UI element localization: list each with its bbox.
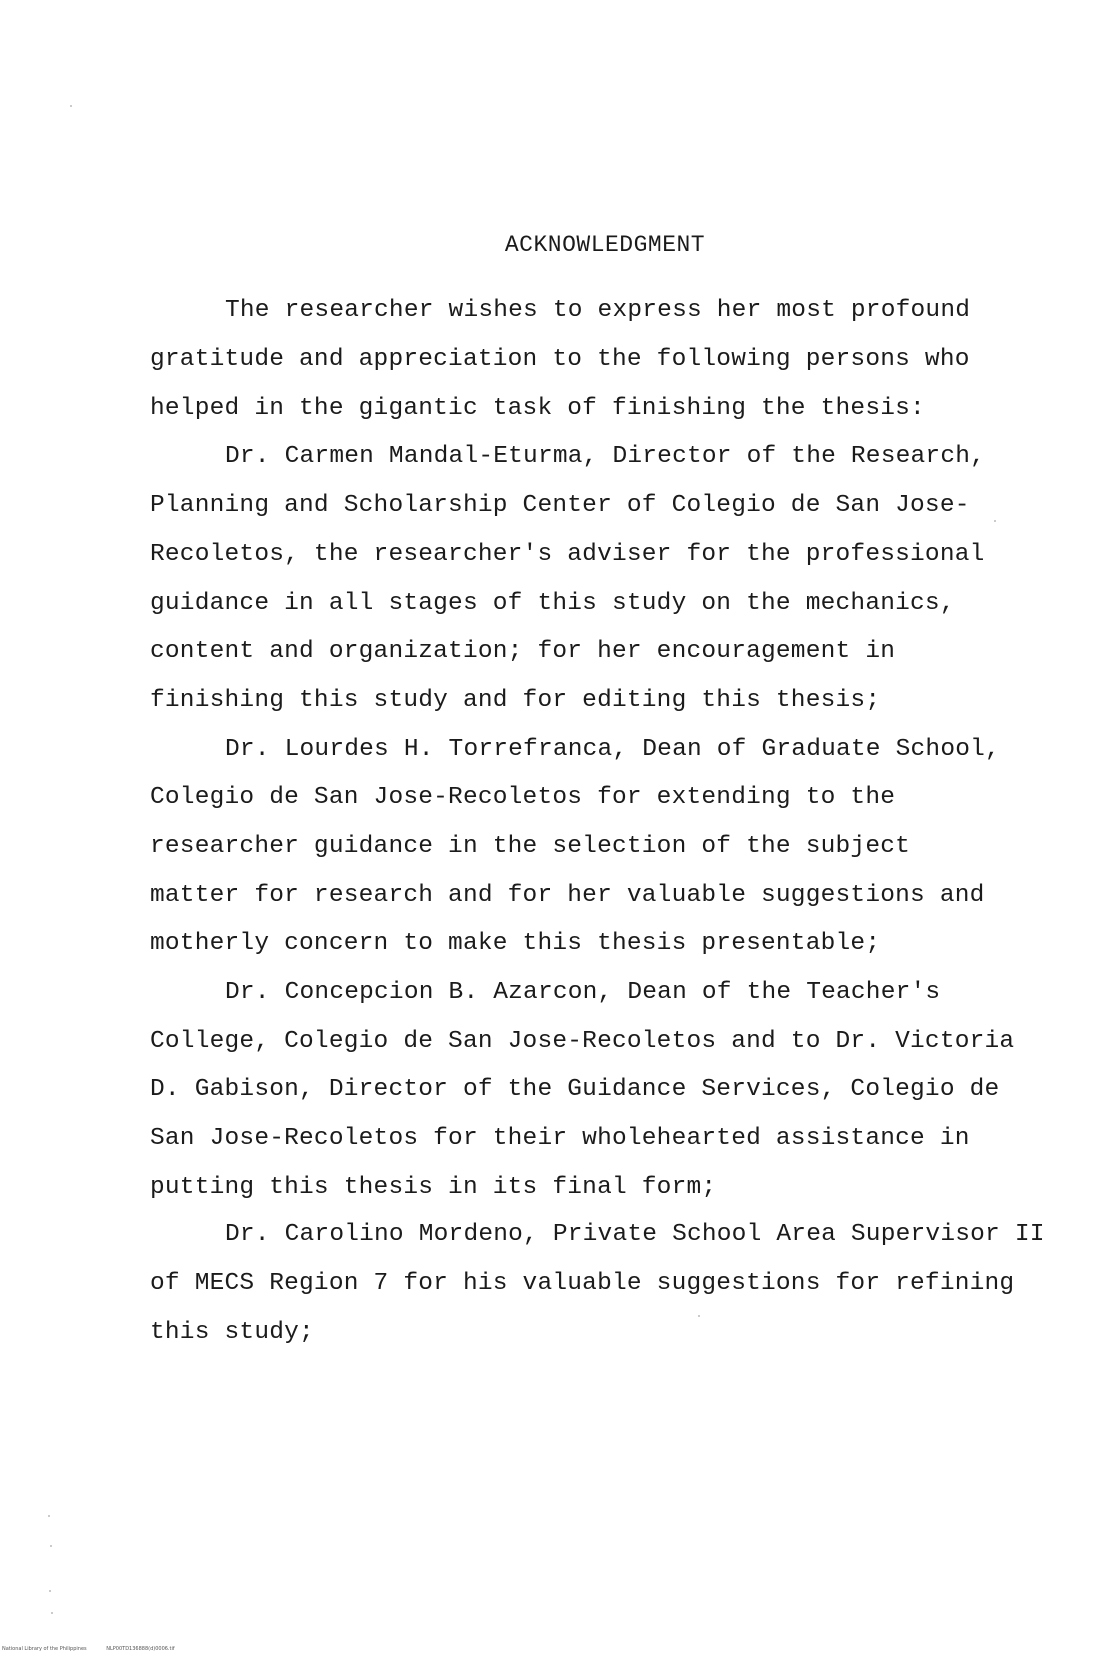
text-line: this study;: [150, 1319, 314, 1346]
scan-speck: [51, 1612, 53, 1614]
text-line: helped in the gigantic task of finishing the thesis:: [150, 395, 925, 422]
text-line: motherly concern to make this thesis presentable;: [150, 930, 881, 957]
library-credit: National Library of the Philippines: [2, 1646, 87, 1652]
scan-speck: [70, 105, 72, 107]
text-line: D. Gabison, Director of the Guidance Services, Colegio de: [150, 1076, 1000, 1103]
file-id: NLP00TD136888(d)0006.tif: [106, 1646, 175, 1652]
page-title: ACKNOWLEDGMENT: [504, 232, 706, 258]
scan-speck: [50, 1545, 52, 1547]
text-line: Dr. Carmen Mandal-Eturma, Director of the Research,: [225, 443, 986, 470]
scan-speck: [698, 1315, 700, 1317]
scan-speck: [49, 1590, 51, 1592]
text-line: Dr. Concepcion B. Azarcon, Dean of the Teacher's: [225, 979, 941, 1006]
text-line: Planning and Scholarship Center of Colegio de San Jose-: [150, 492, 970, 519]
text-line: San Jose-Recoletos for their wholehearted assistance in: [150, 1125, 970, 1152]
scan-footer: [2, 1646, 193, 1652]
text-line: guidance in all stages of this study on the mechanics,: [150, 590, 955, 617]
scan-speck: [48, 1515, 50, 1517]
text-line: Dr. Carolino Mordeno, Private School Area Supervisor II: [225, 1221, 1045, 1248]
scan-speck: [994, 520, 996, 522]
text-line: matter for research and for her valuable suggestions and: [150, 882, 985, 909]
text-line: The researcher wishes to express her most profound: [225, 297, 971, 324]
text-line: Colegio de San Jose-Recoletos for extending to the: [150, 784, 896, 811]
text-line: content and organization; for her encouragement in: [150, 638, 896, 665]
text-line: putting this thesis in its final form;: [150, 1174, 717, 1201]
text-line: gratitude and appreciation to the following persons who: [150, 346, 970, 373]
text-line: Recoletos, the researcher's adviser for the professional: [150, 541, 985, 568]
text-line: Dr. Lourdes H. Torrefranca, Dean of Graduate School,: [225, 736, 1000, 763]
text-line: finishing this study and for editing this thesis;: [150, 687, 881, 714]
text-line: of MECS Region 7 for his valuable suggestions for refining: [150, 1270, 1015, 1297]
text-line: researcher guidance in the selection of the subject: [150, 833, 911, 860]
text-line: College, Colegio de San Jose-Recoletos and to Dr. Victoria: [150, 1028, 1015, 1055]
